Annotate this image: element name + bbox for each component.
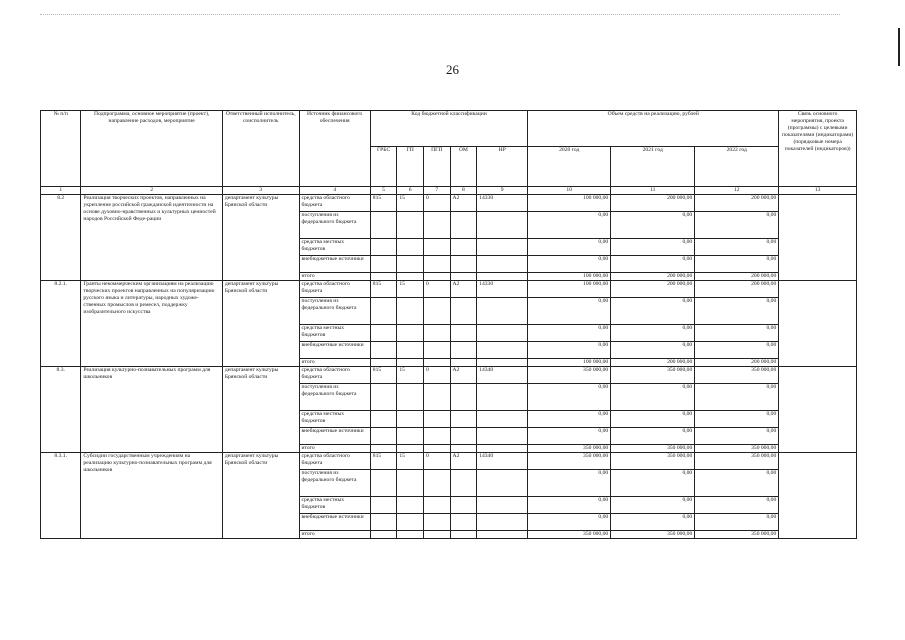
kbk-grbs (370, 239, 397, 256)
header-gp: ГП (397, 147, 424, 187)
table-body (41, 187, 857, 539)
kbk-np (477, 411, 528, 428)
item-name: Реализация творческих проектов, направленных на укрепление российской гражданской идентичности на основе духовно-нравственных и культурных ценностей народов Российской Феде-рации (81, 195, 222, 281)
kbk-gp (397, 359, 424, 367)
indicator-link (779, 453, 857, 539)
amount-2021: 200 000,00 (611, 273, 695, 281)
kbk-gp (397, 239, 424, 256)
kbk-gp (397, 514, 424, 531)
amount-2021: 0,00 (611, 470, 695, 497)
kbk-gp (397, 445, 424, 453)
funding-source: итого (299, 445, 370, 453)
kbk-om (450, 325, 477, 342)
amount-2022: 0,00 (695, 256, 779, 273)
kbk-om (450, 497, 477, 514)
funding-source: внебюджетные источники (299, 256, 370, 273)
kbk-gp (397, 497, 424, 514)
amount-2021: 200 000,00 (611, 281, 695, 298)
kbk-gp (397, 470, 424, 497)
header-2022: 2022 год (695, 147, 779, 187)
kbk-gp: 15 (397, 367, 424, 384)
amount-2022: 350 000,00 (695, 453, 779, 470)
amount-2020: 0,00 (528, 428, 611, 445)
kbk-om (450, 384, 477, 411)
header-pgp: ПГП (423, 147, 450, 187)
kbk-np (477, 428, 528, 445)
kbk-np (477, 359, 528, 367)
budget-table (40, 110, 857, 539)
kbk-grbs (370, 428, 397, 445)
kbk-np (477, 531, 528, 539)
funding-source: средства областного бюджета (299, 281, 370, 298)
header-om: ОМ (450, 147, 477, 187)
kbk-grbs (370, 384, 397, 411)
item-number: 8.2 (41, 195, 81, 281)
kbk-gp: 15 (397, 195, 424, 212)
column-number: 10 (528, 187, 611, 195)
funding-source: средства областного бюджета (299, 195, 370, 212)
kbk-grbs: 815 (370, 453, 397, 470)
amount-2021: 0,00 (611, 514, 695, 531)
kbk-pgp (423, 359, 450, 367)
funding-source: поступления из федерального бюджета (299, 298, 370, 325)
amount-2020: 350 000,00 (528, 531, 611, 539)
page-number: 26 (446, 62, 459, 77)
amount-2022: 0,00 (695, 470, 779, 497)
funding-source: поступления из федерального бюджета (299, 212, 370, 239)
kbk-om: А2 (450, 453, 477, 470)
kbk-np (477, 325, 528, 342)
item-name: Реализация культурно-познавательных программ для школьников (81, 367, 222, 453)
column-number: 4 (299, 187, 370, 195)
kbk-grbs (370, 470, 397, 497)
kbk-pgp (423, 514, 450, 531)
amount-2022: 200 000,00 (695, 273, 779, 281)
header-2021: 2021 год (611, 147, 695, 187)
amount-2020: 100 000,00 (528, 281, 611, 298)
kbk-om (450, 359, 477, 367)
kbk-grbs (370, 298, 397, 325)
kbk-np: 14340 (477, 367, 528, 384)
kbk-grbs (370, 256, 397, 273)
indicator-link (779, 367, 857, 453)
column-number: 11 (611, 187, 695, 195)
kbk-pgp (423, 298, 450, 325)
kbk-np (477, 497, 528, 514)
amount-2020: 0,00 (528, 497, 611, 514)
kbk-om (450, 428, 477, 445)
table-row (41, 367, 857, 384)
column-number: 5 (370, 187, 397, 195)
kbk-pgp (423, 411, 450, 428)
kbk-om (450, 342, 477, 359)
amount-2020: 100 000,00 (528, 195, 611, 212)
amount-2021: 200 000,00 (611, 359, 695, 367)
amount-2021: 0,00 (611, 239, 695, 256)
kbk-pgp (423, 342, 450, 359)
amount-2021: 350 000,00 (611, 531, 695, 539)
funding-source: поступления из федерального бюджета (299, 470, 370, 497)
amount-2021: 0,00 (611, 428, 695, 445)
header-2020: 2020 год (528, 147, 611, 187)
kbk-gp (397, 212, 424, 239)
amount-2022: 0,00 (695, 325, 779, 342)
funding-source: средства местных бюджетов (299, 411, 370, 428)
kbk-om: А2 (450, 195, 477, 212)
kbk-grbs: 815 (370, 281, 397, 298)
amount-2020: 0,00 (528, 239, 611, 256)
amount-2021: 0,00 (611, 497, 695, 514)
amount-2020: 350 000,00 (528, 453, 611, 470)
amount-2022: 0,00 (695, 411, 779, 428)
kbk-om (450, 239, 477, 256)
kbk-pgp (423, 531, 450, 539)
item-responsible: департамент культуры Брянской области (222, 281, 299, 367)
funding-source: средства областного бюджета (299, 453, 370, 470)
amount-2022: 200 000,00 (695, 281, 779, 298)
kbk-om: А2 (450, 367, 477, 384)
amount-2021: 350 000,00 (611, 453, 695, 470)
amount-2021: 350 000,00 (611, 445, 695, 453)
amount-2020: 0,00 (528, 212, 611, 239)
item-responsible: департамент культуры Брянской области (222, 195, 299, 281)
amount-2022: 0,00 (695, 497, 779, 514)
table-row (41, 453, 857, 470)
kbk-np: 14330 (477, 195, 528, 212)
kbk-pgp: 0 (423, 281, 450, 298)
amount-2020: 0,00 (528, 256, 611, 273)
amount-2021: 0,00 (611, 384, 695, 411)
kbk-pgp (423, 212, 450, 239)
table-row (41, 281, 857, 298)
kbk-np: 14340 (477, 453, 528, 470)
amount-2021: 0,00 (611, 342, 695, 359)
column-number: 9 (477, 187, 528, 195)
amount-2020: 0,00 (528, 514, 611, 531)
amount-2020: 0,00 (528, 325, 611, 342)
column-number: 6 (397, 187, 424, 195)
kbk-gp (397, 342, 424, 359)
amount-2022: 200 000,00 (695, 359, 779, 367)
kbk-pgp: 0 (423, 453, 450, 470)
kbk-pgp (423, 239, 450, 256)
item-name: Гранты некоммерческим организациям на реализацию творческих проектов направленных на популяризацию русского языка и литературы, народных художе-ственных промыслов и ремесел, поддержку изобразительного искусства (81, 281, 222, 367)
kbk-om (450, 298, 477, 325)
header-name: Подпрограмма, основное мероприятие (проект), направление расходов, мероприятие (81, 111, 222, 187)
table-row (41, 195, 857, 212)
amount-2021: 0,00 (611, 298, 695, 325)
kbk-np (477, 273, 528, 281)
funding-source: внебюджетные источники (299, 428, 370, 445)
kbk-pgp: 0 (423, 367, 450, 384)
column-number: 3 (222, 187, 299, 195)
amount-2022: 350 000,00 (695, 531, 779, 539)
kbk-np (477, 514, 528, 531)
amount-2020: 0,00 (528, 470, 611, 497)
kbk-np (477, 212, 528, 239)
kbk-om (450, 531, 477, 539)
amount-2022: 0,00 (695, 428, 779, 445)
kbk-gp (397, 273, 424, 281)
column-number: 2 (81, 187, 222, 195)
table-header (41, 111, 857, 187)
kbk-pgp (423, 325, 450, 342)
item-number: 8.3. (41, 367, 81, 453)
header-num: № п/п (41, 111, 81, 187)
kbk-pgp (423, 470, 450, 497)
funding-source: средства местных бюджетов (299, 325, 370, 342)
header-kbk: Код бюджетной классификации (370, 111, 527, 147)
kbk-om (450, 445, 477, 453)
kbk-np (477, 239, 528, 256)
kbk-gp (397, 428, 424, 445)
kbk-pgp (423, 497, 450, 514)
kbk-grbs: 815 (370, 367, 397, 384)
kbk-om: А2 (450, 281, 477, 298)
amount-2020: 0,00 (528, 384, 611, 411)
kbk-pgp (423, 384, 450, 411)
header-np: НР (477, 147, 528, 187)
kbk-grbs (370, 212, 397, 239)
amount-2021: 200 000,00 (611, 195, 695, 212)
amount-2022: 0,00 (695, 514, 779, 531)
item-responsible: департамент культуры Брянской области (222, 453, 299, 539)
kbk-om (450, 470, 477, 497)
kbk-gp: 15 (397, 281, 424, 298)
amount-2021: 0,00 (611, 411, 695, 428)
kbk-gp: 15 (397, 453, 424, 470)
kbk-np (477, 256, 528, 273)
scan-artifact-edge (898, 28, 900, 66)
amount-2021: 0,00 (611, 256, 695, 273)
funding-source: итого (299, 273, 370, 281)
column-number: 1 (41, 187, 81, 195)
funding-source: поступления из федерального бюджета (299, 384, 370, 411)
kbk-pgp (423, 273, 450, 281)
amount-2020: 350 000,00 (528, 367, 611, 384)
amount-2022: 0,00 (695, 342, 779, 359)
funding-source: средства областного бюджета (299, 367, 370, 384)
amount-2020: 0,00 (528, 411, 611, 428)
item-name: Субсидии государственным учреждениям на реализацию культурно-познавательных программ для школьников (81, 453, 222, 539)
header-source: Источник финансового обеспечения (299, 111, 370, 187)
funding-source: итого (299, 531, 370, 539)
amount-2022: 350 000,00 (695, 445, 779, 453)
kbk-np (477, 342, 528, 359)
kbk-grbs (370, 411, 397, 428)
header-responsible: Ответственный исполнитель, соисполнитель (222, 111, 299, 187)
kbk-pgp: 0 (423, 195, 450, 212)
scan-artifact-line (40, 14, 840, 15)
amount-2022: 350 000,00 (695, 367, 779, 384)
item-number: 8.2.1. (41, 281, 81, 367)
kbk-om (450, 273, 477, 281)
kbk-np (477, 384, 528, 411)
kbk-om (450, 411, 477, 428)
amount-2022: 0,00 (695, 239, 779, 256)
kbk-gp (397, 531, 424, 539)
amount-2020: 0,00 (528, 342, 611, 359)
amount-2020: 350 000,00 (528, 445, 611, 453)
amount-2021: 0,00 (611, 212, 695, 239)
kbk-grbs (370, 342, 397, 359)
kbk-pgp (423, 256, 450, 273)
column-number: 8 (450, 187, 477, 195)
funding-source: итого (299, 359, 370, 367)
kbk-grbs: 815 (370, 195, 397, 212)
header-grbs: ГРБС (370, 147, 397, 187)
amount-2021: 0,00 (611, 325, 695, 342)
header-volume: Объем средств на реализацию, рублей (528, 111, 779, 147)
kbk-grbs (370, 531, 397, 539)
funding-source: средства местных бюджетов (299, 239, 370, 256)
kbk-om (450, 514, 477, 531)
amount-2021: 350 000,00 (611, 367, 695, 384)
kbk-gp (397, 384, 424, 411)
item-number: 8.3.1. (41, 453, 81, 539)
column-number: 7 (423, 187, 450, 195)
kbk-grbs (370, 497, 397, 514)
amount-2020: 0,00 (528, 298, 611, 325)
kbk-grbs (370, 325, 397, 342)
kbk-pgp (423, 445, 450, 453)
amount-2022: 200 000,00 (695, 195, 779, 212)
item-responsible: департамент культуры Брянской области (222, 367, 299, 453)
indicator-link (779, 195, 857, 281)
kbk-pgp (423, 428, 450, 445)
kbk-grbs (370, 514, 397, 531)
amount-2022: 0,00 (695, 212, 779, 239)
indicator-link (779, 281, 857, 367)
funding-source: внебюджетные источники (299, 514, 370, 531)
amount-2020: 100 000,00 (528, 359, 611, 367)
kbk-om (450, 212, 477, 239)
amount-2022: 0,00 (695, 384, 779, 411)
column-number-row (41, 187, 857, 195)
kbk-gp (397, 256, 424, 273)
kbk-grbs (370, 445, 397, 453)
amount-2020: 100 000,00 (528, 273, 611, 281)
kbk-np: 14330 (477, 281, 528, 298)
funding-source: средства местных бюджетов (299, 497, 370, 514)
kbk-gp (397, 298, 424, 325)
kbk-np (477, 445, 528, 453)
funding-source: внебюджетные источники (299, 342, 370, 359)
amount-2022: 0,00 (695, 298, 779, 325)
kbk-grbs (370, 359, 397, 367)
kbk-grbs (370, 273, 397, 281)
kbk-gp (397, 325, 424, 342)
column-number: 13 (779, 187, 857, 195)
kbk-np (477, 470, 528, 497)
kbk-np (477, 298, 528, 325)
kbk-gp (397, 411, 424, 428)
kbk-om (450, 256, 477, 273)
header-link: Связь основного мероприятия, проекта (программы) с целевыми показателями (индикаторами) (порядковые номера показателей (индикаторов)) (779, 111, 857, 187)
column-number: 12 (695, 187, 779, 195)
